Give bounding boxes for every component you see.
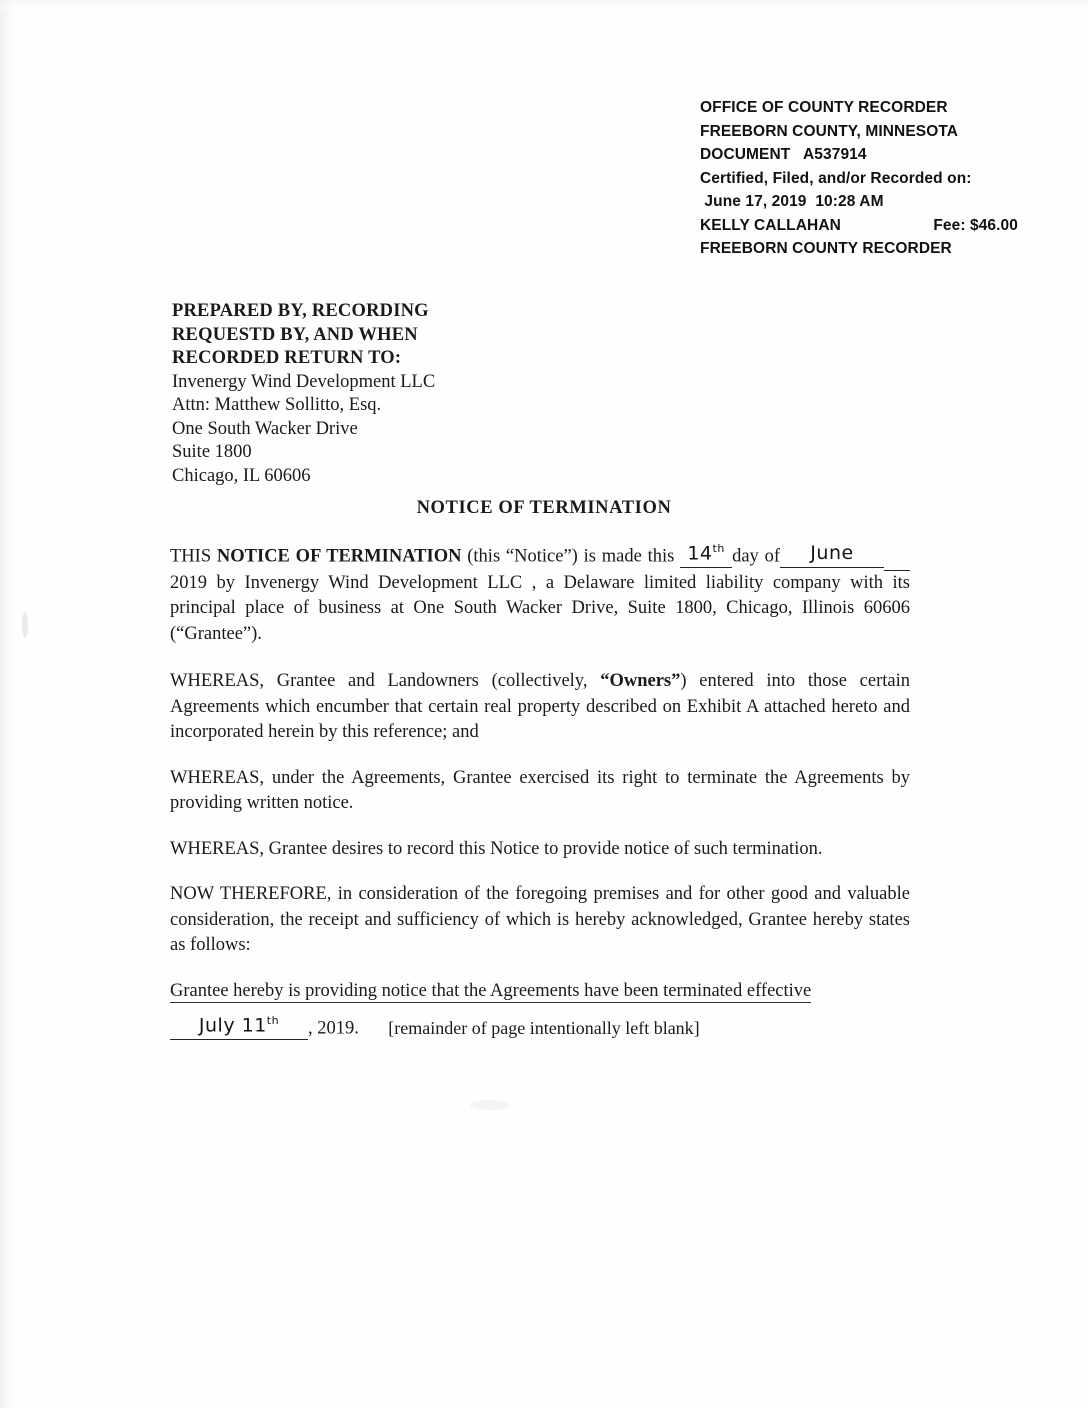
handwritten-day (680, 536, 732, 568)
handwritten-day-suffix: th (712, 542, 725, 555)
return-address-attn: Attn: Matthew Sollitto, Esq. (172, 395, 382, 415)
whereas-owners-before: WHEREAS, Grantee and Landowners (collectively, (170, 671, 601, 692)
paragraph-intro-bold: NOTICE OF TERMINATION (216, 546, 462, 567)
page-footer-note: [remainder of page intentionally left blank] (388, 1018, 700, 1038)
stamp-document-number: DOCUMENT A537914 (700, 146, 867, 163)
stamp-fee: Fee: $46.00 (933, 216, 1018, 234)
handwritten-day-number: 14 (687, 542, 713, 565)
prepared-by-block (172, 300, 602, 488)
paragraph-whereas-owners (170, 669, 910, 746)
stamp-county-line: FREEBORN COUNTY, MINNESOTA (700, 122, 959, 140)
paragraph-intro-lead: THIS (170, 546, 217, 567)
stamp-recorder-fee-row (700, 214, 1018, 238)
effective-date-year: , 2019. (308, 1018, 359, 1039)
paragraph-intro-after-bold: (this “Notice”) is made this (461, 546, 681, 567)
paragraph-intro-day-of: day of (732, 546, 780, 567)
stamp-office-line: OFFICE OF COUNTY RECORDER (700, 99, 948, 116)
paragraph-now-therefore: NOW THEREFORE, in consideration of the foregoing premises and for other good and valuable consideration, the receipt and sufficiency of which is hereby acknowledged, Grantee hereby states as follows: (170, 884, 910, 956)
handwritten-effective-date-value: July 11 (198, 1014, 267, 1037)
document-body (170, 538, 910, 1042)
scan-artifact (22, 612, 28, 638)
stamp-recorder-title: FREEBORN COUNTY RECORDER (700, 240, 952, 257)
paragraph-effective-notice (170, 979, 910, 1005)
paragraph-intro-rest: 2019 by Invenergy Wind Development LLC , a Delaware limited liability company with its principal place of business at One South Wacker Drive, Suite 1800, Chicago, Illinois 60606 (“Grantee”). (170, 572, 910, 644)
effective-notice-text: Grantee hereby is providing notice that the Agreements have been terminated effective (170, 980, 812, 1001)
return-address-street: One South Wacker Drive (172, 418, 358, 439)
paragraph-whereas-record: WHEREAS, Grantee desires to record this Notice to provide notice of such termination. (170, 838, 823, 859)
whereas-owners-after: ) entered into those certain Agreements which encumber that certain real property described on Exhibit A attached hereto and incorporated herein by this reference; and (170, 671, 910, 743)
return-address-company: Invenergy Wind Development LLC (172, 371, 436, 392)
scan-edge-top (0, 0, 1088, 10)
prepared-by-header-line-1: PREPARED BY, RECORDING (172, 301, 429, 321)
return-address-city-state-zip: Chicago, IL 60606 (172, 465, 311, 486)
stamp-recorded-datetime: June 17, 2019 10:28 AM (700, 193, 884, 210)
paragraph-whereas-terminate: WHEREAS, under the Agreements, Grantee exercised its right to terminate the Agreements by providing written notice. (170, 767, 910, 814)
scan-artifact (470, 1100, 510, 1110)
page-title: NOTICE OF TERMINATION (416, 498, 672, 518)
paragraph-intro (170, 538, 910, 647)
recorder-stamp-block (700, 96, 1060, 261)
handwritten-effective-date-suffix: th (266, 1014, 280, 1028)
handwritten-month: June (780, 541, 884, 568)
prepared-by-header-line-3: RECORDED RETURN TO: (172, 348, 402, 368)
scan-edge-left (0, 0, 14, 1408)
prepared-by-header-line-2: REQUESTD BY, AND WHEN (172, 324, 418, 345)
return-address-suite: Suite 1800 (172, 442, 252, 462)
whereas-owners-bold: “Owners” (600, 671, 681, 692)
stamp-recorder-name: KELLY CALLAHAN (700, 216, 841, 234)
stamp-certified-line: Certified, Filed, and/or Recorded on: (700, 169, 972, 187)
